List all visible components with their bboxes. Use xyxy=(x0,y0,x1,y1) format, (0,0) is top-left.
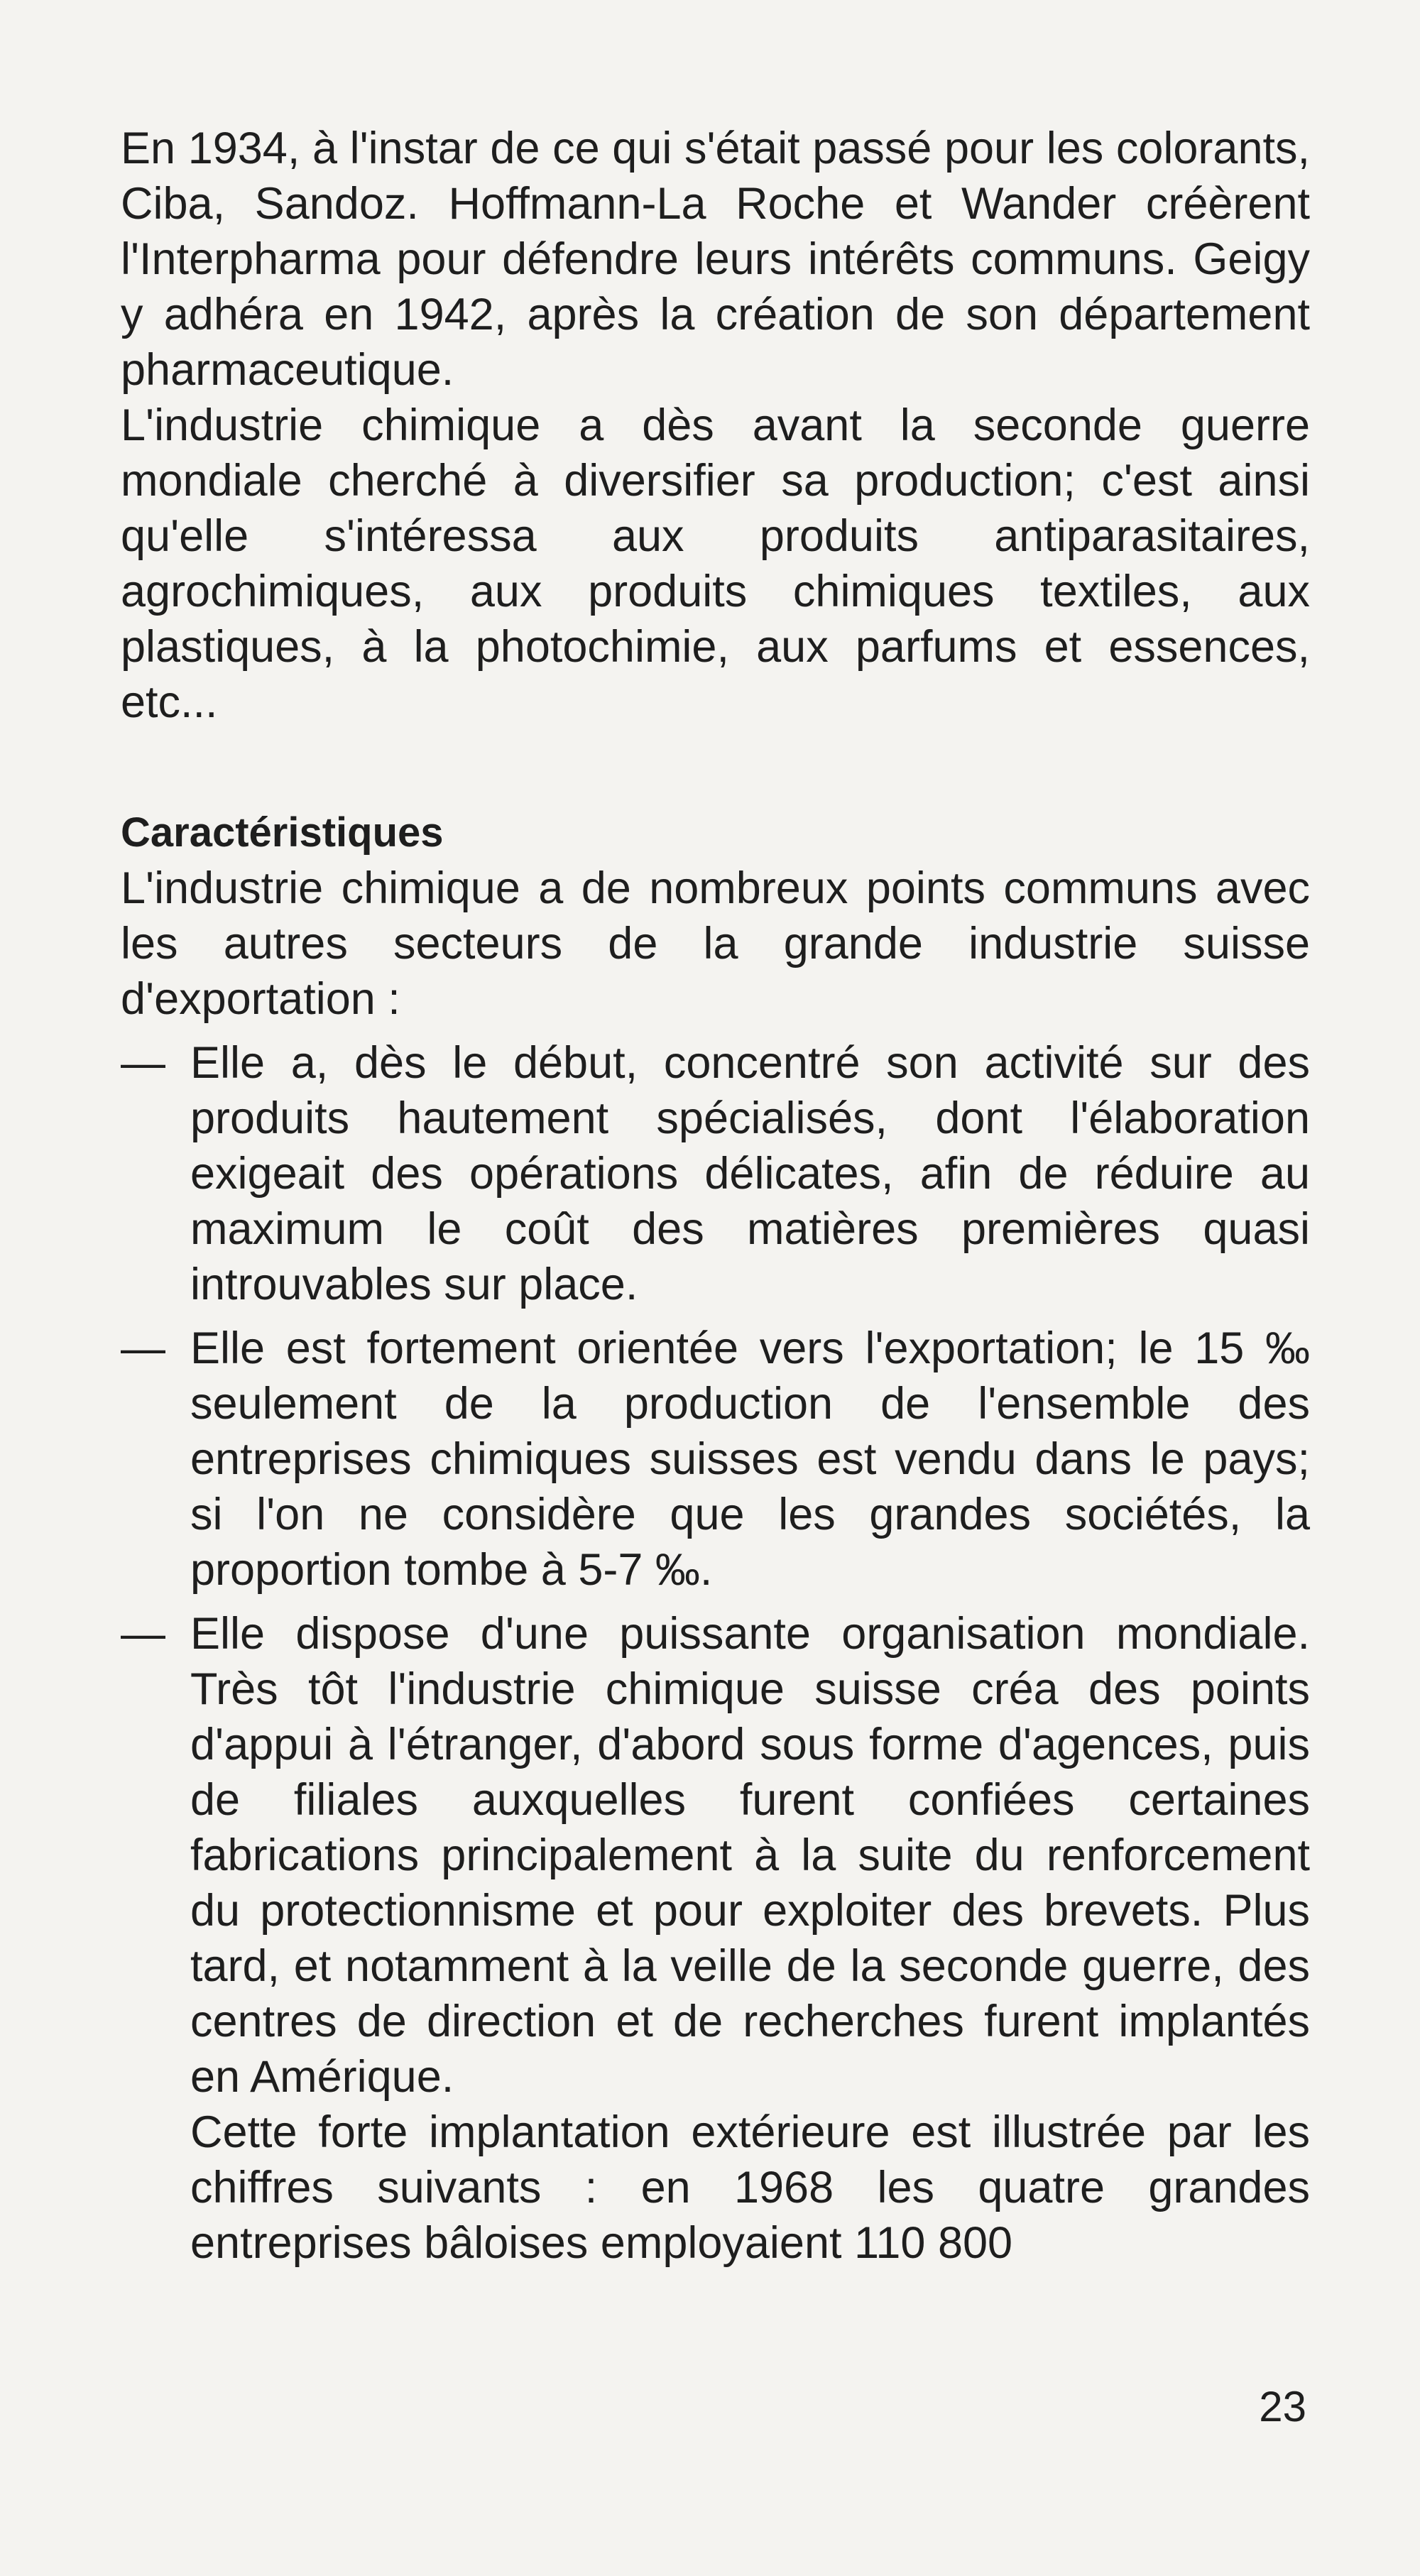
dash-bullet: — xyxy=(121,1038,165,1088)
section-intro: L'industrie chimique a de nombreux points communs avec les autres secteurs de la grande industrie suisse d'exportation : xyxy=(121,863,1310,1024)
list-item-continuation: Cette forte implantation extérieure est illustrée par les chiffres suivants : en 1968 les quatre grandes entreprises bâloises employaient 110 800 xyxy=(190,2107,1310,2268)
paragraph-diversification: L'industrie chimique a dès avant la seconde guerre mondiale cherché à diversifier sa production; c'est ainsi qu'elle s'intéressa aux produits antiparasitaires, agrochimiques, aux produits chimiques textiles, aux plastiques, à la photochimie, aux parfums et essences, etc... xyxy=(121,400,1310,727)
list-item-text: Elle a, dès le début, concentré son activité sur des produits hautement spécialisés, dont l'élaboration exigeait des opérations délicates, afin de réduire au maximum le coût des matières premières quasi introuvables sur place. xyxy=(190,1038,1310,1309)
list-item xyxy=(121,1321,1310,1598)
section-heading: Caractéristiques xyxy=(121,809,444,856)
dash-bullet: — xyxy=(121,1324,165,1373)
list-item-text: Elle est fortement orientée vers l'exportation; le 15 ‰ seulement de la production de l'ensemble des entreprises chimiques suisses est vendu dans le pays; si l'on ne considère que les grandes sociétés, la proportion tombe à 5-7 ‰. xyxy=(190,1324,1310,1595)
page-body xyxy=(121,121,1310,2271)
dash-bullet: — xyxy=(121,1609,165,1659)
paragraph-interpharma: En 1934, à l'instar de ce qui s'était passé pour les colorants, Ciba, Sandoz. Hoffmann-La Roche et Wander créèrent l'Interpharma pour défendre leurs intérêts communs. Geigy y adhéra en 1942, après la création de son département pharmaceutique. xyxy=(121,124,1310,395)
list-item-text: Elle dispose d'une puissante organisation mondiale. Très tôt l'industrie chimique suisse créa des points d'appui à l'étranger, d'abord sous forme d'agences, puis de filiales auxquelles furent confiées certaines fabrications principalement à la suite du renforcement du protectionnisme et pour exploiter des brevets. Plus tard, et notamment à la veille de la seconde guerre, des centres de direction et de recherches furent implantés en Amérique. xyxy=(190,1609,1310,2102)
page-number: 23 xyxy=(1259,2383,1306,2430)
list-item xyxy=(121,1606,1310,2271)
characteristics-list xyxy=(121,1035,1310,2271)
list-item xyxy=(121,1035,1310,1312)
